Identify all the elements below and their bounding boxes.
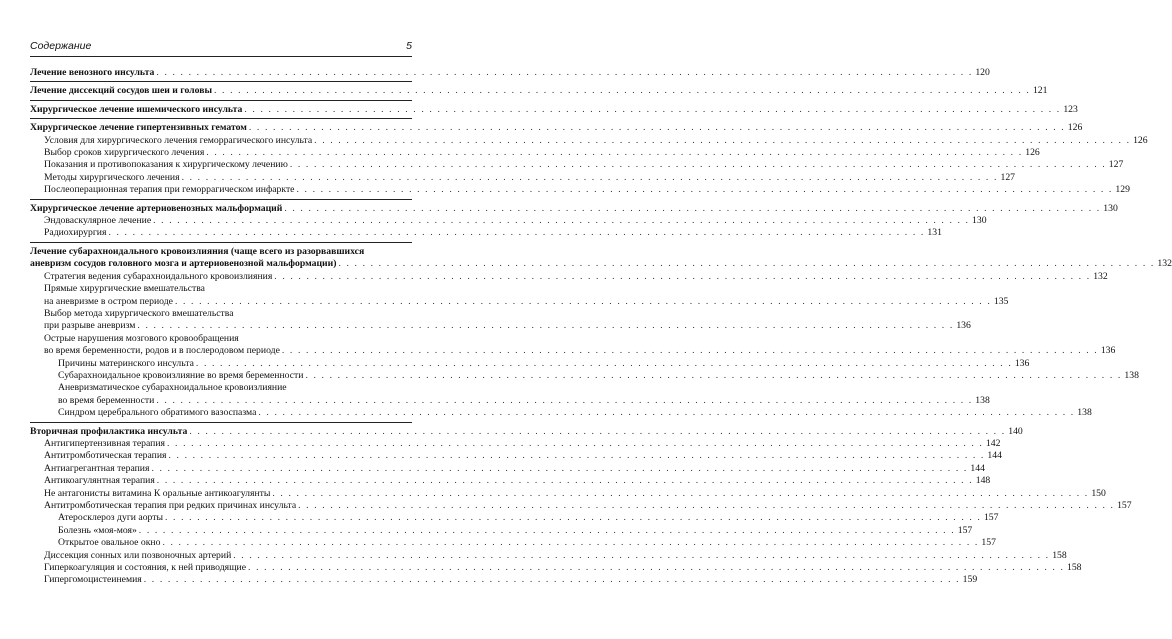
toc-page-number: 130 (1103, 202, 1118, 214)
dot-leader (144, 574, 960, 586)
toc-chapter-entry[interactable] (30, 103, 1078, 116)
toc-page-number: 136 (1014, 357, 1030, 369)
toc-subentry[interactable] (30, 295, 1009, 308)
toc-page-number: 150 (1091, 487, 1106, 499)
dot-leader (206, 147, 1022, 159)
dot-leader (290, 159, 1106, 171)
toc-section (30, 243, 1172, 423)
running-header (30, 40, 412, 52)
toc-entry-title: Вторичная профилактика инсульта (30, 425, 188, 437)
toc-page-number: 157 (1117, 500, 1132, 511)
dot-leader (189, 426, 1005, 438)
toc-entry-title-line: Острые нарушения мозгового кровообращения (44, 332, 239, 344)
dot-leader (153, 215, 969, 227)
toc-page-number: 144 (987, 450, 1002, 462)
toc-entry-title: Болезнь «моя-моя» (58, 524, 137, 536)
toc-entry-title: Послеоперационная терапия при геморрагическом инфаркте (44, 184, 295, 196)
toc-subentry[interactable] (30, 369, 1139, 382)
toc-subentry[interactable] (30, 437, 1001, 450)
toc-page-number: 157 (983, 512, 999, 524)
toc-page-number: 123 (1063, 103, 1078, 115)
toc-page-number: 157 (981, 537, 996, 549)
toc-entry-title: на аневризме в остром периоде (44, 295, 173, 307)
toc-page-number: 127 (1000, 171, 1016, 183)
toc-section (30, 119, 1148, 199)
header-rule (30, 56, 412, 57)
toc-subentry[interactable] (30, 475, 991, 487)
dot-leader (272, 488, 1088, 500)
toc-subentry[interactable] (30, 184, 1130, 196)
table-of-contents (30, 64, 1172, 589)
toc-page-number: 138 (1077, 407, 1092, 419)
toc-page-number: 140 (1008, 425, 1023, 437)
toc-entry-title: аневризм сосудов головного мозга и артериовенозной мальформации) (30, 258, 337, 270)
toc-page-number: 129 (1115, 184, 1130, 196)
toc-page-number: 135 (993, 295, 1009, 307)
dot-leader (139, 525, 955, 537)
toc-page-number: 126 (1025, 147, 1040, 159)
dot-leader (168, 450, 984, 462)
toc-subentry[interactable] (30, 320, 971, 332)
dot-leader (296, 184, 1112, 196)
toc-entry-title: Антитромботическая терапия при редких причинах инсульта (44, 500, 297, 511)
toc-chapter-entry[interactable] (30, 202, 1118, 215)
toc-entry-title: Антиагрегантная терапия (44, 462, 150, 474)
toc-entry-title: Радиохирургия (44, 227, 107, 239)
toc-subentry[interactable] (30, 357, 1030, 370)
toc-entry-title: Субарахноидальное кровоизлияние во время беременности (58, 369, 304, 381)
toc-page-number: 157 (957, 524, 973, 536)
toc-entry-title: Антигипертензивная терапия (44, 437, 165, 449)
dot-leader (151, 463, 967, 475)
dot-leader (182, 172, 998, 184)
dot-leader (167, 438, 983, 450)
toc-chapter-entry[interactable] (30, 122, 1083, 134)
toc-entry-title: Эндоваскулярное лечение (44, 215, 152, 227)
toc-section (30, 101, 1078, 119)
toc-page-number: 132 (1157, 258, 1172, 270)
toc-entry-title: Не антагонисты витамина К оральные антикоагулянты (44, 487, 271, 499)
toc-page-number: 158 (1052, 549, 1067, 561)
dot-leader (156, 395, 972, 407)
toc-section (30, 82, 1048, 100)
toc-subentry[interactable] (30, 147, 1040, 159)
dot-leader (249, 122, 1065, 134)
page-number: 5 (406, 40, 412, 52)
toc-entry-title: Хирургическое лечение гипертензивных гематом (30, 122, 247, 134)
toc-chapter-entry[interactable] (30, 258, 1172, 270)
toc-subentry[interactable] (30, 215, 987, 227)
toc-entry-title-line: Лечение субарахноидального кровоизлияния (чаще всего из разорвавшихся (30, 245, 365, 257)
toc-entry-title: Причины материнского инсульта (58, 357, 194, 369)
toc-page-number: 131 (927, 227, 942, 239)
toc-subentry[interactable] (30, 562, 1082, 574)
toc-page-number: 130 (972, 215, 987, 227)
toc-page-number: 144 (970, 462, 985, 474)
toc-entry-title: Условия для хирургического лечения геморрагического инсульта (44, 134, 313, 146)
toc-subentry[interactable] (30, 462, 985, 475)
toc-chapter-entry[interactable] (30, 67, 990, 79)
running-header-title: Содержание (30, 40, 92, 52)
toc-page-number: 138 (975, 394, 990, 406)
dot-leader (338, 258, 1154, 270)
toc-entry-title: Антитромботическая терапия (44, 450, 167, 462)
toc-entry-title-line: Прямые хирургические вмешательства (44, 283, 205, 295)
toc-entry-title-line: Выбор метода хирургического вмешательства (44, 307, 234, 319)
toc-page-number: 136 (1100, 345, 1116, 357)
toc-entry-title: при разрыве аневризм (44, 320, 136, 332)
dot-leader (137, 320, 953, 332)
toc-page-number: 158 (1066, 562, 1082, 574)
toc-page-number: 126 (1133, 134, 1148, 146)
toc-entry-title: Лечение венозного инсульта (30, 67, 155, 78)
dot-leader (233, 550, 1049, 562)
toc-entry-title: Хирургическое лечение ишемического инсульта (30, 103, 243, 115)
toc-page-number: 136 (956, 320, 971, 332)
toc-subentry[interactable] (30, 549, 1067, 562)
toc-section (30, 200, 1118, 243)
dot-leader (282, 345, 1098, 357)
toc-entry-title: Выбор сроков хирургического лечения (44, 147, 205, 159)
toc-subentry[interactable] (30, 394, 990, 407)
toc-entry-title: Лечение диссекций сосудов шеи и головы (30, 85, 213, 97)
toc-subentry[interactable] (30, 270, 1108, 283)
toc-page-number: 132 (1093, 270, 1108, 282)
toc-chapter-entry[interactable] (30, 425, 1023, 438)
toc-entry-title: Антикоагулянтная терапия (44, 475, 155, 487)
dot-leader (196, 358, 1012, 370)
toc-page-number: 138 (1124, 369, 1139, 381)
toc-section (30, 423, 1132, 589)
toc-page-number: 120 (975, 67, 990, 78)
toc-subentry[interactable] (30, 227, 942, 239)
toc-page-number: 159 (962, 574, 978, 586)
toc-entry-title: Стратегия ведения субарахноидального кровоизлияния (44, 270, 273, 282)
toc-page-number: 142 (985, 437, 1001, 449)
dot-leader (214, 85, 1030, 97)
toc-subentry[interactable] (30, 345, 1116, 357)
toc-entry-title-line: Аневризматическое субарахноидальное кровоизлияние (58, 382, 287, 394)
toc-subentry[interactable] (30, 512, 999, 524)
dot-leader (156, 67, 972, 79)
toc-entry-title: Методы хирургического лечения (44, 171, 180, 183)
toc-subentry[interactable] (30, 407, 1092, 419)
toc-page-number: 148 (975, 475, 991, 487)
dot-leader (305, 370, 1121, 382)
toc-page-number: 121 (1032, 85, 1048, 97)
dot-leader (157, 475, 973, 487)
dot-leader (284, 203, 1100, 215)
toc-entry-title: Гипергомоцистеинемия (44, 574, 142, 586)
toc-chapter-entry[interactable] (30, 85, 1048, 97)
toc-entry-title: Показания и противопоказания к хирургическому лечению (44, 159, 288, 171)
toc-entry-title: Хирургическое лечение артериовенозных мальформаций (30, 202, 283, 214)
toc-entry-title: во время беременности, родов и в послеродовом периоде (44, 345, 280, 357)
toc-subentry[interactable] (30, 171, 1016, 184)
toc-entry-title: Атеросклероз дуги аорты (58, 512, 164, 524)
dot-leader (165, 512, 981, 524)
toc-subentry[interactable] (30, 487, 1106, 500)
dot-leader (314, 135, 1130, 147)
toc-page-number: 127 (1108, 159, 1124, 171)
toc-subentry[interactable] (30, 134, 1148, 147)
toc-section (30, 64, 990, 82)
toc-subentry[interactable] (30, 159, 1124, 171)
dot-leader (274, 271, 1090, 283)
dot-leader (258, 407, 1074, 419)
dot-leader (244, 104, 1060, 116)
toc-subentry[interactable] (30, 537, 996, 549)
dot-leader (162, 537, 978, 549)
dot-leader (108, 227, 924, 239)
toc-subentry[interactable] (30, 450, 1002, 462)
toc-subentry[interactable] (30, 524, 973, 537)
dot-leader (248, 562, 1064, 574)
dot-leader (298, 500, 1114, 512)
toc-page-number: 126 (1067, 122, 1083, 134)
toc-entry-title: Синдром церебрального обратимого вазоспазма (58, 407, 257, 419)
toc-entry-title: Диссекция сонных или позвоночных артерий (44, 549, 232, 561)
toc-entry-title: во время беременности (58, 394, 155, 406)
toc-subentry[interactable] (30, 500, 1132, 512)
toc-subentry[interactable] (30, 574, 978, 586)
toc-entry-title: Открытое овальное окно (58, 537, 161, 549)
dot-leader (175, 296, 991, 308)
toc-entry-title: Гиперкоагуляция и состояния, к ней приводящие (44, 562, 247, 574)
